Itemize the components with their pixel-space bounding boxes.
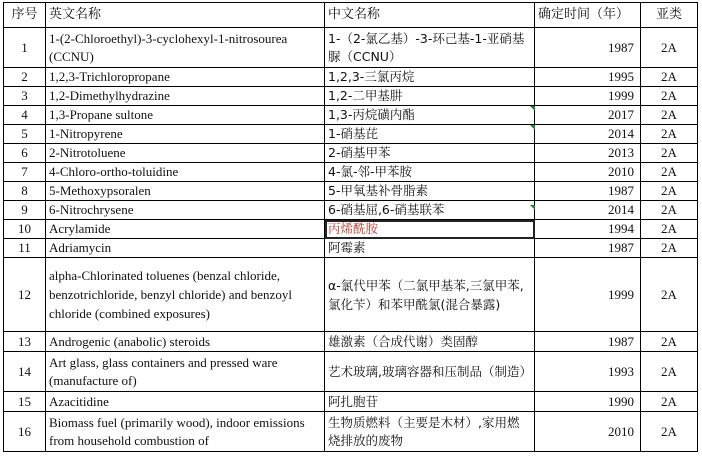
- table-row[interactable]: [4, 28, 698, 68]
- selected-cell[interactable]: 丙烯酰胺: [325, 220, 535, 239]
- row-chinese-name[interactable]: α-氯代甲苯（二氯甲基苯,三氯甲苯,氯化苄）和苯甲酰氯(混合暴露): [325, 258, 535, 332]
- row-group[interactable]: 2A: [641, 163, 698, 182]
- row-index[interactable]: 7: [4, 163, 46, 182]
- table-row[interactable]: [4, 125, 698, 144]
- header-chinese-name[interactable]: 中文名称: [325, 3, 535, 28]
- row-index[interactable]: 9: [4, 201, 46, 220]
- row-group[interactable]: 2A: [641, 68, 698, 87]
- row-group[interactable]: 2A: [641, 125, 698, 144]
- table-row[interactable]: [4, 412, 698, 452]
- row-english-name[interactable]: Adriamycin: [46, 239, 325, 258]
- table-row[interactable]: [4, 258, 698, 332]
- table-row[interactable]: [4, 182, 698, 201]
- row-index[interactable]: 5: [4, 125, 46, 144]
- comment-marker-icon: [530, 205, 535, 210]
- header-english-name[interactable]: 英文名称: [46, 3, 325, 28]
- row-index[interactable]: 10: [4, 220, 46, 239]
- row-english-name[interactable]: 1,3-Propane sultone: [46, 106, 325, 125]
- row-group[interactable]: 2A: [641, 106, 698, 125]
- table-row[interactable]: [4, 144, 698, 163]
- row-index[interactable]: 13: [4, 332, 46, 352]
- header-index[interactable]: 序号: [4, 3, 46, 28]
- row-english-name[interactable]: 1,2,3-Trichloropropane: [46, 68, 325, 87]
- row-year[interactable]: 1990: [535, 392, 641, 412]
- row-group[interactable]: 2A: [641, 258, 698, 332]
- row-group[interactable]: 2A: [641, 201, 698, 220]
- table-row[interactable]: [4, 201, 698, 220]
- row-chinese-name[interactable]: 雄激素（合成代谢）类固醇: [325, 332, 535, 352]
- row-english-name[interactable]: alpha-Chlorinated toluenes (benzal chloride, benzotrichloride, benzyl chloride) and benzoyl chloride (combined exposures): [46, 258, 325, 332]
- table-row[interactable]: [4, 392, 698, 412]
- row-year[interactable]: 2010: [535, 412, 641, 452]
- row-year[interactable]: 2017: [535, 106, 641, 125]
- row-index[interactable]: 4: [4, 106, 46, 125]
- row-chinese-name[interactable]: 1-硝基芘: [325, 125, 535, 144]
- row-year[interactable]: 1987: [535, 182, 641, 201]
- row-year[interactable]: 2014: [535, 125, 641, 144]
- row-group[interactable]: 2A: [641, 28, 698, 68]
- row-group[interactable]: 2A: [641, 220, 698, 239]
- row-group[interactable]: 2A: [641, 182, 698, 201]
- row-group[interactable]: 2A: [641, 352, 698, 392]
- row-english-name[interactable]: 1-(2-Chloroethyl)-3-cyclohexyl-1-nitrosourea (CCNU): [46, 28, 325, 68]
- table-row[interactable]: [4, 352, 698, 392]
- row-year[interactable]: 1987: [535, 239, 641, 258]
- comment-marker-icon: [530, 106, 535, 111]
- row-index[interactable]: 12: [4, 258, 46, 332]
- row-year[interactable]: 1994: [535, 220, 641, 239]
- row-chinese-name[interactable]: 艺术玻璃,玻璃容器和压制品（制造）: [325, 352, 535, 392]
- row-chinese-name[interactable]: 4-氯-邻-甲苯胺: [325, 163, 535, 182]
- row-index[interactable]: 8: [4, 182, 46, 201]
- row-chinese-name[interactable]: 1,2,3-三氯丙烷: [325, 68, 535, 87]
- row-group[interactable]: 2A: [641, 392, 698, 412]
- row-english-name[interactable]: 6-Nitrochrysene: [46, 201, 325, 220]
- table-row[interactable]: [4, 106, 698, 125]
- row-group[interactable]: 2A: [641, 332, 698, 352]
- row-year[interactable]: 2010: [535, 163, 641, 182]
- table-row[interactable]: [4, 239, 698, 258]
- header-year[interactable]: 确定时间（年）: [535, 3, 641, 28]
- row-english-name[interactable]: 2-Nitrotoluene: [46, 144, 325, 163]
- table-row[interactable]: [4, 332, 698, 352]
- row-english-name[interactable]: Acrylamide: [46, 220, 325, 239]
- row-year[interactable]: 1987: [535, 28, 641, 68]
- row-index[interactable]: 1: [4, 28, 46, 68]
- row-index[interactable]: 6: [4, 144, 46, 163]
- row-year[interactable]: 1993: [535, 352, 641, 392]
- row-chinese-name[interactable]: 1,3-丙烷磺内酯: [325, 106, 535, 125]
- carcinogen-table: [3, 2, 698, 452]
- row-chinese-name[interactable]: 生物质燃料（主要是木材）,家用燃烧排放的废物: [325, 412, 535, 452]
- row-year[interactable]: 2014: [535, 201, 641, 220]
- row-english-name[interactable]: 4-Chloro-ortho-toluidine: [46, 163, 325, 182]
- row-chinese-name[interactable]: 2-硝基甲苯: [325, 144, 535, 163]
- row-english-name[interactable]: 1-Nitropyrene: [46, 125, 325, 144]
- row-index[interactable]: 15: [4, 392, 46, 412]
- row-chinese-name[interactable]: 6-硝基屈,6-硝基联苯: [325, 201, 535, 220]
- row-english-name[interactable]: Androgenic (anabolic) steroids: [46, 332, 325, 352]
- table-row[interactable]: [4, 68, 698, 87]
- header-row: [4, 3, 698, 28]
- row-group[interactable]: 2A: [641, 144, 698, 163]
- row-index[interactable]: 14: [4, 352, 46, 392]
- row-english-name[interactable]: Biomass fuel (primarily wood), indoor emissions from household combustion of: [46, 412, 325, 452]
- row-group[interactable]: 2A: [641, 412, 698, 452]
- row-english-name[interactable]: Azacitidine: [46, 392, 325, 412]
- header-group[interactable]: 亚类: [641, 3, 698, 28]
- row-year[interactable]: 1995: [535, 68, 641, 87]
- row-chinese-name[interactable]: 5-甲氧基补骨脂素: [325, 182, 535, 201]
- row-group[interactable]: 2A: [641, 239, 698, 258]
- row-chinese-name[interactable]: 阿霉素: [325, 239, 535, 258]
- comment-marker-icon: [530, 125, 535, 130]
- table-row[interactable]: [4, 163, 698, 182]
- table-row[interactable]: [4, 220, 698, 239]
- row-year[interactable]: 1999: [535, 87, 641, 106]
- table-row[interactable]: [4, 87, 698, 106]
- row-chinese-name[interactable]: 1-（2-氯乙基）-3-环己基-1-亚硝基脲（CCNU）: [325, 28, 535, 68]
- row-index[interactable]: 11: [4, 239, 46, 258]
- row-group[interactable]: 2A: [641, 87, 698, 106]
- row-year[interactable]: 1999: [535, 258, 641, 332]
- row-english-name[interactable]: Art glass, glass containers and pressed ware (manufacture of): [46, 352, 325, 392]
- row-year[interactable]: 1987: [535, 332, 641, 352]
- row-english-name[interactable]: 5-Methoxypsoralen: [46, 182, 325, 201]
- row-year[interactable]: 2013: [535, 144, 641, 163]
- row-english-name[interactable]: 1,2-Dimethylhydrazine: [46, 87, 325, 106]
- row-chinese-name[interactable]: 1,2-二甲基肼: [325, 87, 535, 106]
- row-index[interactable]: 3: [4, 87, 46, 106]
- row-index[interactable]: 16: [4, 412, 46, 452]
- row-chinese-name[interactable]: 阿扎胞苷: [325, 392, 535, 412]
- row-index[interactable]: 2: [4, 68, 46, 87]
